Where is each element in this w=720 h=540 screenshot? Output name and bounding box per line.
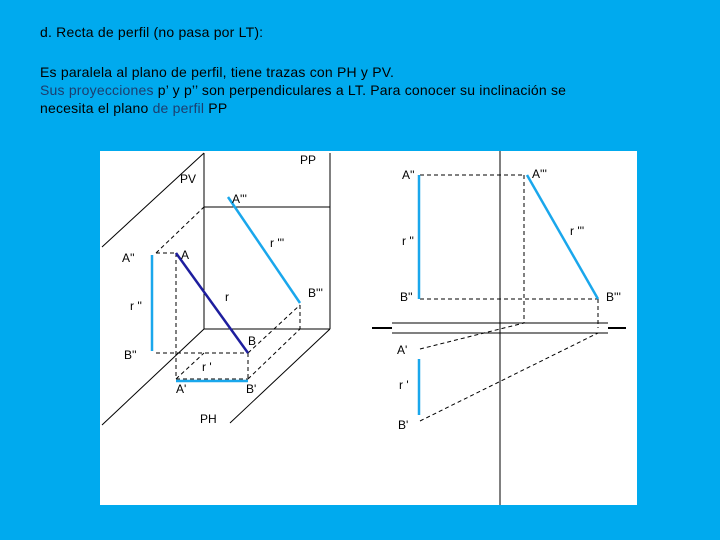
right-ortho-figure	[372, 151, 626, 505]
pv-top-edge	[102, 153, 204, 247]
label-r3: r '''	[270, 236, 285, 250]
figure-panel	[100, 151, 637, 505]
para-line-1: Es paralela al plano de perfil, tiene trazas con PH y PV.	[40, 64, 395, 80]
right-label-a3: A'''	[532, 167, 547, 181]
label-b1: B'	[246, 382, 257, 396]
left-3d-figure	[102, 153, 330, 425]
para-line-3-dark: necesita el plano	[40, 100, 149, 116]
figure-canvas	[100, 151, 637, 505]
para-line-2-dark: p’ y p’’ son perpendiculares a LT. Para conocer su inclinación se	[153, 82, 567, 98]
right-label-b2: B''	[400, 290, 413, 304]
label-a2: A''	[122, 251, 135, 265]
para-line-2	[40, 81, 700, 99]
label-b2: B''	[124, 348, 137, 362]
label-b3: B'''	[308, 286, 323, 300]
label-r2: r ''	[130, 299, 142, 313]
right-label-b1: B'	[398, 418, 409, 432]
right-label-a2: A''	[402, 168, 415, 182]
right-label-r3: r '''	[570, 224, 585, 238]
slide-paragraph	[40, 63, 700, 117]
label-r: r	[225, 290, 229, 304]
label-pv: PV	[180, 172, 197, 186]
label-a3: A'''	[232, 192, 247, 206]
right-label-r2: r ''	[402, 234, 414, 248]
label-b: B	[248, 334, 257, 348]
para-line-3-pp: PP	[204, 100, 228, 116]
label-a: A	[181, 248, 190, 262]
dash-b1-diag	[420, 333, 598, 421]
pp-bottom-edge	[230, 329, 330, 423]
right-dashed-lines	[420, 175, 598, 421]
dash-a2-diag	[156, 207, 204, 253]
label-a1: A'	[176, 382, 187, 396]
r3-projection-line	[228, 197, 300, 303]
right-label-b3: B'''	[606, 290, 621, 304]
right-label-r1: r '	[399, 378, 409, 392]
dash-a1-diag	[420, 323, 524, 349]
label-r1: r '	[202, 360, 212, 374]
para-line-2-light: Sus proyecciones	[40, 82, 154, 98]
slide-heading: d. Recta de perfil (no pasa por LT):	[40, 24, 264, 40]
dash-a1-diag	[176, 353, 204, 379]
right-label-a1: A'	[397, 343, 408, 357]
para-line-3-light: de perfil	[148, 100, 205, 116]
r-space-line	[176, 253, 248, 353]
right-r3-line	[527, 175, 598, 299]
para-line-3	[40, 99, 700, 117]
label-ph: PH	[200, 412, 217, 426]
label-pp: PP	[300, 153, 317, 167]
